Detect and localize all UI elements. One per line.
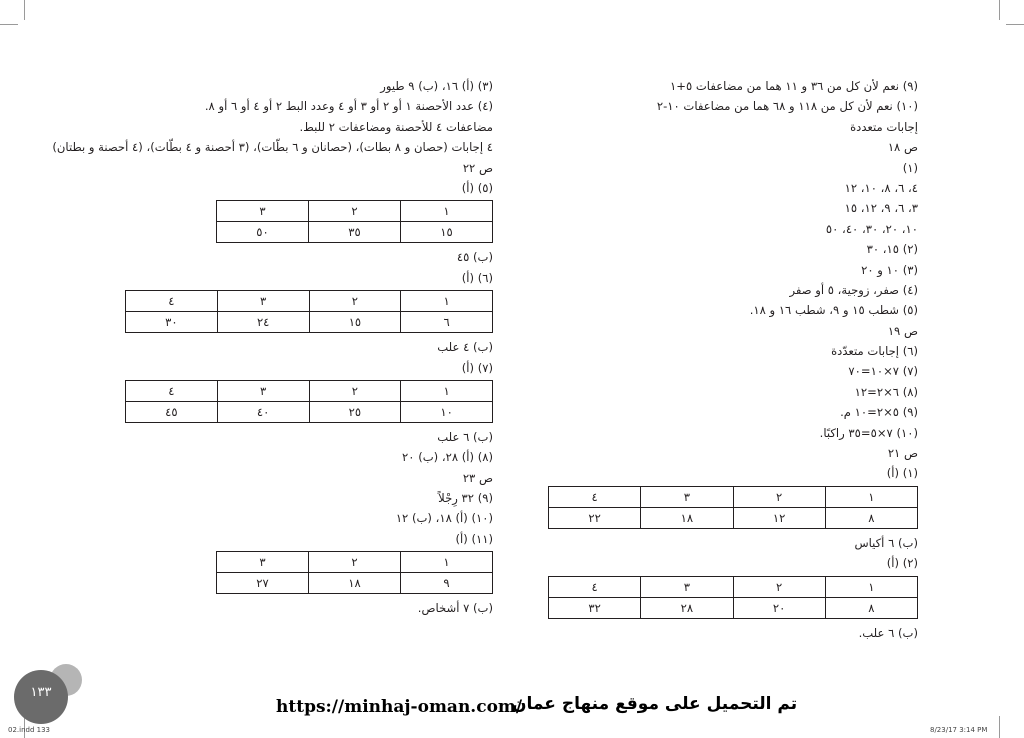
table-cell: ٢ <box>733 576 825 597</box>
answer-table-5 <box>216 200 493 243</box>
table-cell: ٤ <box>126 291 218 312</box>
answer-line: (ب) ٦ أكياس <box>854 535 918 550</box>
table-cell: ١٢ <box>733 507 825 528</box>
crop-mark <box>999 0 1000 20</box>
answer-table-7 <box>125 380 493 423</box>
answer-line: (١) (أ) <box>886 466 918 481</box>
table-cell: ١٥ <box>401 222 493 243</box>
table-cell: ٢ <box>309 552 401 573</box>
footer-download-note: تم التحميل على موقع منهاج عمان <box>512 694 798 714</box>
answer-line: (٩) نعم لأن كل من ٣٦ و ١١ هما من مضاعفات ٥+١ <box>670 79 918 93</box>
crop-mark <box>1006 24 1024 25</box>
answer-line: (٢) (أ) <box>886 556 918 571</box>
table-cell: ٣ <box>217 291 309 312</box>
table-row <box>126 380 493 401</box>
footer-url-link[interactable]: https://minhaj-oman.com/ <box>276 697 523 717</box>
table-row <box>126 401 493 422</box>
answer-table-6 <box>125 290 493 333</box>
crop-mark <box>24 0 25 20</box>
answer-line: (٦) (أ) <box>461 270 493 285</box>
table-cell: ٢ <box>733 486 825 507</box>
crop-mark <box>999 716 1000 738</box>
table-row <box>217 573 493 594</box>
table-row <box>126 291 493 312</box>
table-cell: ٥٠ <box>217 222 309 243</box>
answer-line: ص ١٩ <box>887 323 918 338</box>
answer-line: ٣، ٦، ٩، ١٢، ١٥ <box>844 201 918 216</box>
table-row <box>549 576 918 597</box>
answer-line: ص ٢٢ <box>462 160 493 175</box>
answer-table-21-2 <box>548 576 918 619</box>
table-cell: ٢٨ <box>641 597 733 618</box>
table-cell: ٣ <box>217 201 309 222</box>
answer-line: ص ٢١ <box>887 446 918 461</box>
table-cell: ١ <box>401 552 493 573</box>
table-cell: ١٠ <box>401 401 493 422</box>
table-cell: ٤ <box>549 486 641 507</box>
answer-line: (١) <box>902 160 918 175</box>
right-answer-column <box>548 76 918 643</box>
table-cell: ٤ <box>126 380 218 401</box>
answer-line: ص ٢٣ <box>462 470 493 485</box>
table-cell: ٣٢ <box>549 597 641 618</box>
table-row <box>217 222 493 243</box>
table-row <box>549 597 918 618</box>
answer-line: (٩) ٥×٢=١٠ م. <box>840 405 918 420</box>
table-cell: ٢٤ <box>217 312 309 333</box>
table-cell: ٢ <box>309 291 401 312</box>
answer-table-21-1 <box>548 486 918 529</box>
print-slug-file: 02.indd 133 <box>8 726 50 734</box>
table-cell: ٣ <box>641 486 733 507</box>
answer-line: (٧) (أ) <box>461 360 493 375</box>
table-row <box>126 312 493 333</box>
table-cell: ٩ <box>401 573 493 594</box>
table-cell: ١ <box>825 576 917 597</box>
table-row <box>217 201 493 222</box>
table-cell: ١٨ <box>309 573 401 594</box>
table-cell: ٢٢ <box>549 507 641 528</box>
table-cell: ٨ <box>825 507 917 528</box>
answer-line: (ب) ٦ علب <box>437 429 493 444</box>
table-cell: ٣ <box>641 576 733 597</box>
answer-line: (ب) ٤٥ <box>456 250 493 265</box>
answer-line: (٧) ٧×١٠=٧٠ <box>848 364 918 379</box>
table-cell: ٢٠ <box>733 597 825 618</box>
answer-line: (٢) ١٥، ٣٠ <box>866 242 918 257</box>
table-cell: ٣ <box>217 552 309 573</box>
answer-line: ١٠، ٢٠، ٣٠، ٤٠، ٥٠ <box>825 221 918 236</box>
answer-line: (١٠) (أ) ١٨، (ب) ١٢ <box>395 511 493 526</box>
answer-line: (ب) ٦ علب. <box>858 625 918 640</box>
table-cell: ١٥ <box>309 312 401 333</box>
answer-line: ص ١٨ <box>887 140 918 155</box>
table-row <box>549 507 918 528</box>
table-cell: ٣٥ <box>309 222 401 243</box>
answer-line: (ب) ٧ أشخاص. <box>417 601 493 616</box>
table-cell: ٤٠ <box>217 401 309 422</box>
table-cell: ١ <box>825 486 917 507</box>
answer-line: (٤) صفر، زوجية، ٥ أو صفر <box>789 282 918 297</box>
answer-line: ٤ إجابات (حصان و ٨ بطات)، (حصانان و ٦ بطّات)، (٣ أحصنة و ٤ بطّات)، (٤ أحصنة و بطتان) <box>52 140 493 155</box>
answer-table-11 <box>216 551 493 594</box>
table-cell: ٤٥ <box>126 401 218 422</box>
crop-mark <box>0 24 18 25</box>
answer-line: (١٠) نعم لأن كل من ١١٨ و ٦٨ هما من مضاعفات ١٠-٢ <box>656 99 918 114</box>
table-cell: ٣٠ <box>126 312 218 333</box>
table-cell: ٨ <box>825 597 917 618</box>
answer-line: (٤) عدد الأحصنة ١ أو ٢ أو ٣ أو ٤ وعدد البط ٢ أو ٤ أو ٦ أو ٨. <box>204 99 493 114</box>
table-cell: ٦ <box>401 312 493 333</box>
answer-line: (٥) (أ) <box>461 180 493 195</box>
answer-line: ٤، ٦، ٨، ١٠، ١٢ <box>844 180 918 195</box>
table-cell: ١ <box>401 201 493 222</box>
table-cell: ٢ <box>309 380 401 401</box>
answer-line: (٨) (أ) ٢٨، (ب) ٢٠ <box>402 450 493 465</box>
table-cell: ٢٥ <box>309 401 401 422</box>
table-cell: ٢ <box>309 201 401 222</box>
print-slug-date: 8/23/17 3:14 PM <box>930 726 988 734</box>
answer-line: (٣) ١٠ و ٢٠ <box>861 262 918 277</box>
table-cell: ١٨ <box>641 507 733 528</box>
table-cell: ٢٧ <box>217 573 309 594</box>
answer-line: (٨) ٦×٢=١٢ <box>854 384 918 399</box>
answer-line: (٩) ٣٢ رِجْلاً <box>438 491 493 506</box>
answer-line: (١١) (أ) <box>455 531 493 546</box>
table-cell: ٤ <box>549 576 641 597</box>
answer-line: (٦) إجابات متعدّدة <box>831 344 918 359</box>
table-row <box>549 486 918 507</box>
answer-line: (٥) شطب ١٥ و ٩، شطب ١٦ و ١٨. <box>749 303 918 318</box>
table-cell: ١ <box>401 380 493 401</box>
table-row <box>217 552 493 573</box>
answer-line: مضاعفات ٤ للأحصنة ومضاعفات ٢ للبط. <box>299 119 493 134</box>
answer-line: (١٠) ٧×٥=٣٥ راكبًا. <box>819 425 918 440</box>
answer-line: إجابات متعددة <box>850 119 918 134</box>
left-answer-column <box>52 76 493 619</box>
answer-line: (٣) (أ) ١٦، (ب) ٩ طيور <box>380 79 493 93</box>
answer-line: (ب) ٤ علب <box>437 340 493 355</box>
table-cell: ١ <box>401 291 493 312</box>
table-cell: ٣ <box>217 380 309 401</box>
page-number: ١٣٣ <box>30 685 52 700</box>
